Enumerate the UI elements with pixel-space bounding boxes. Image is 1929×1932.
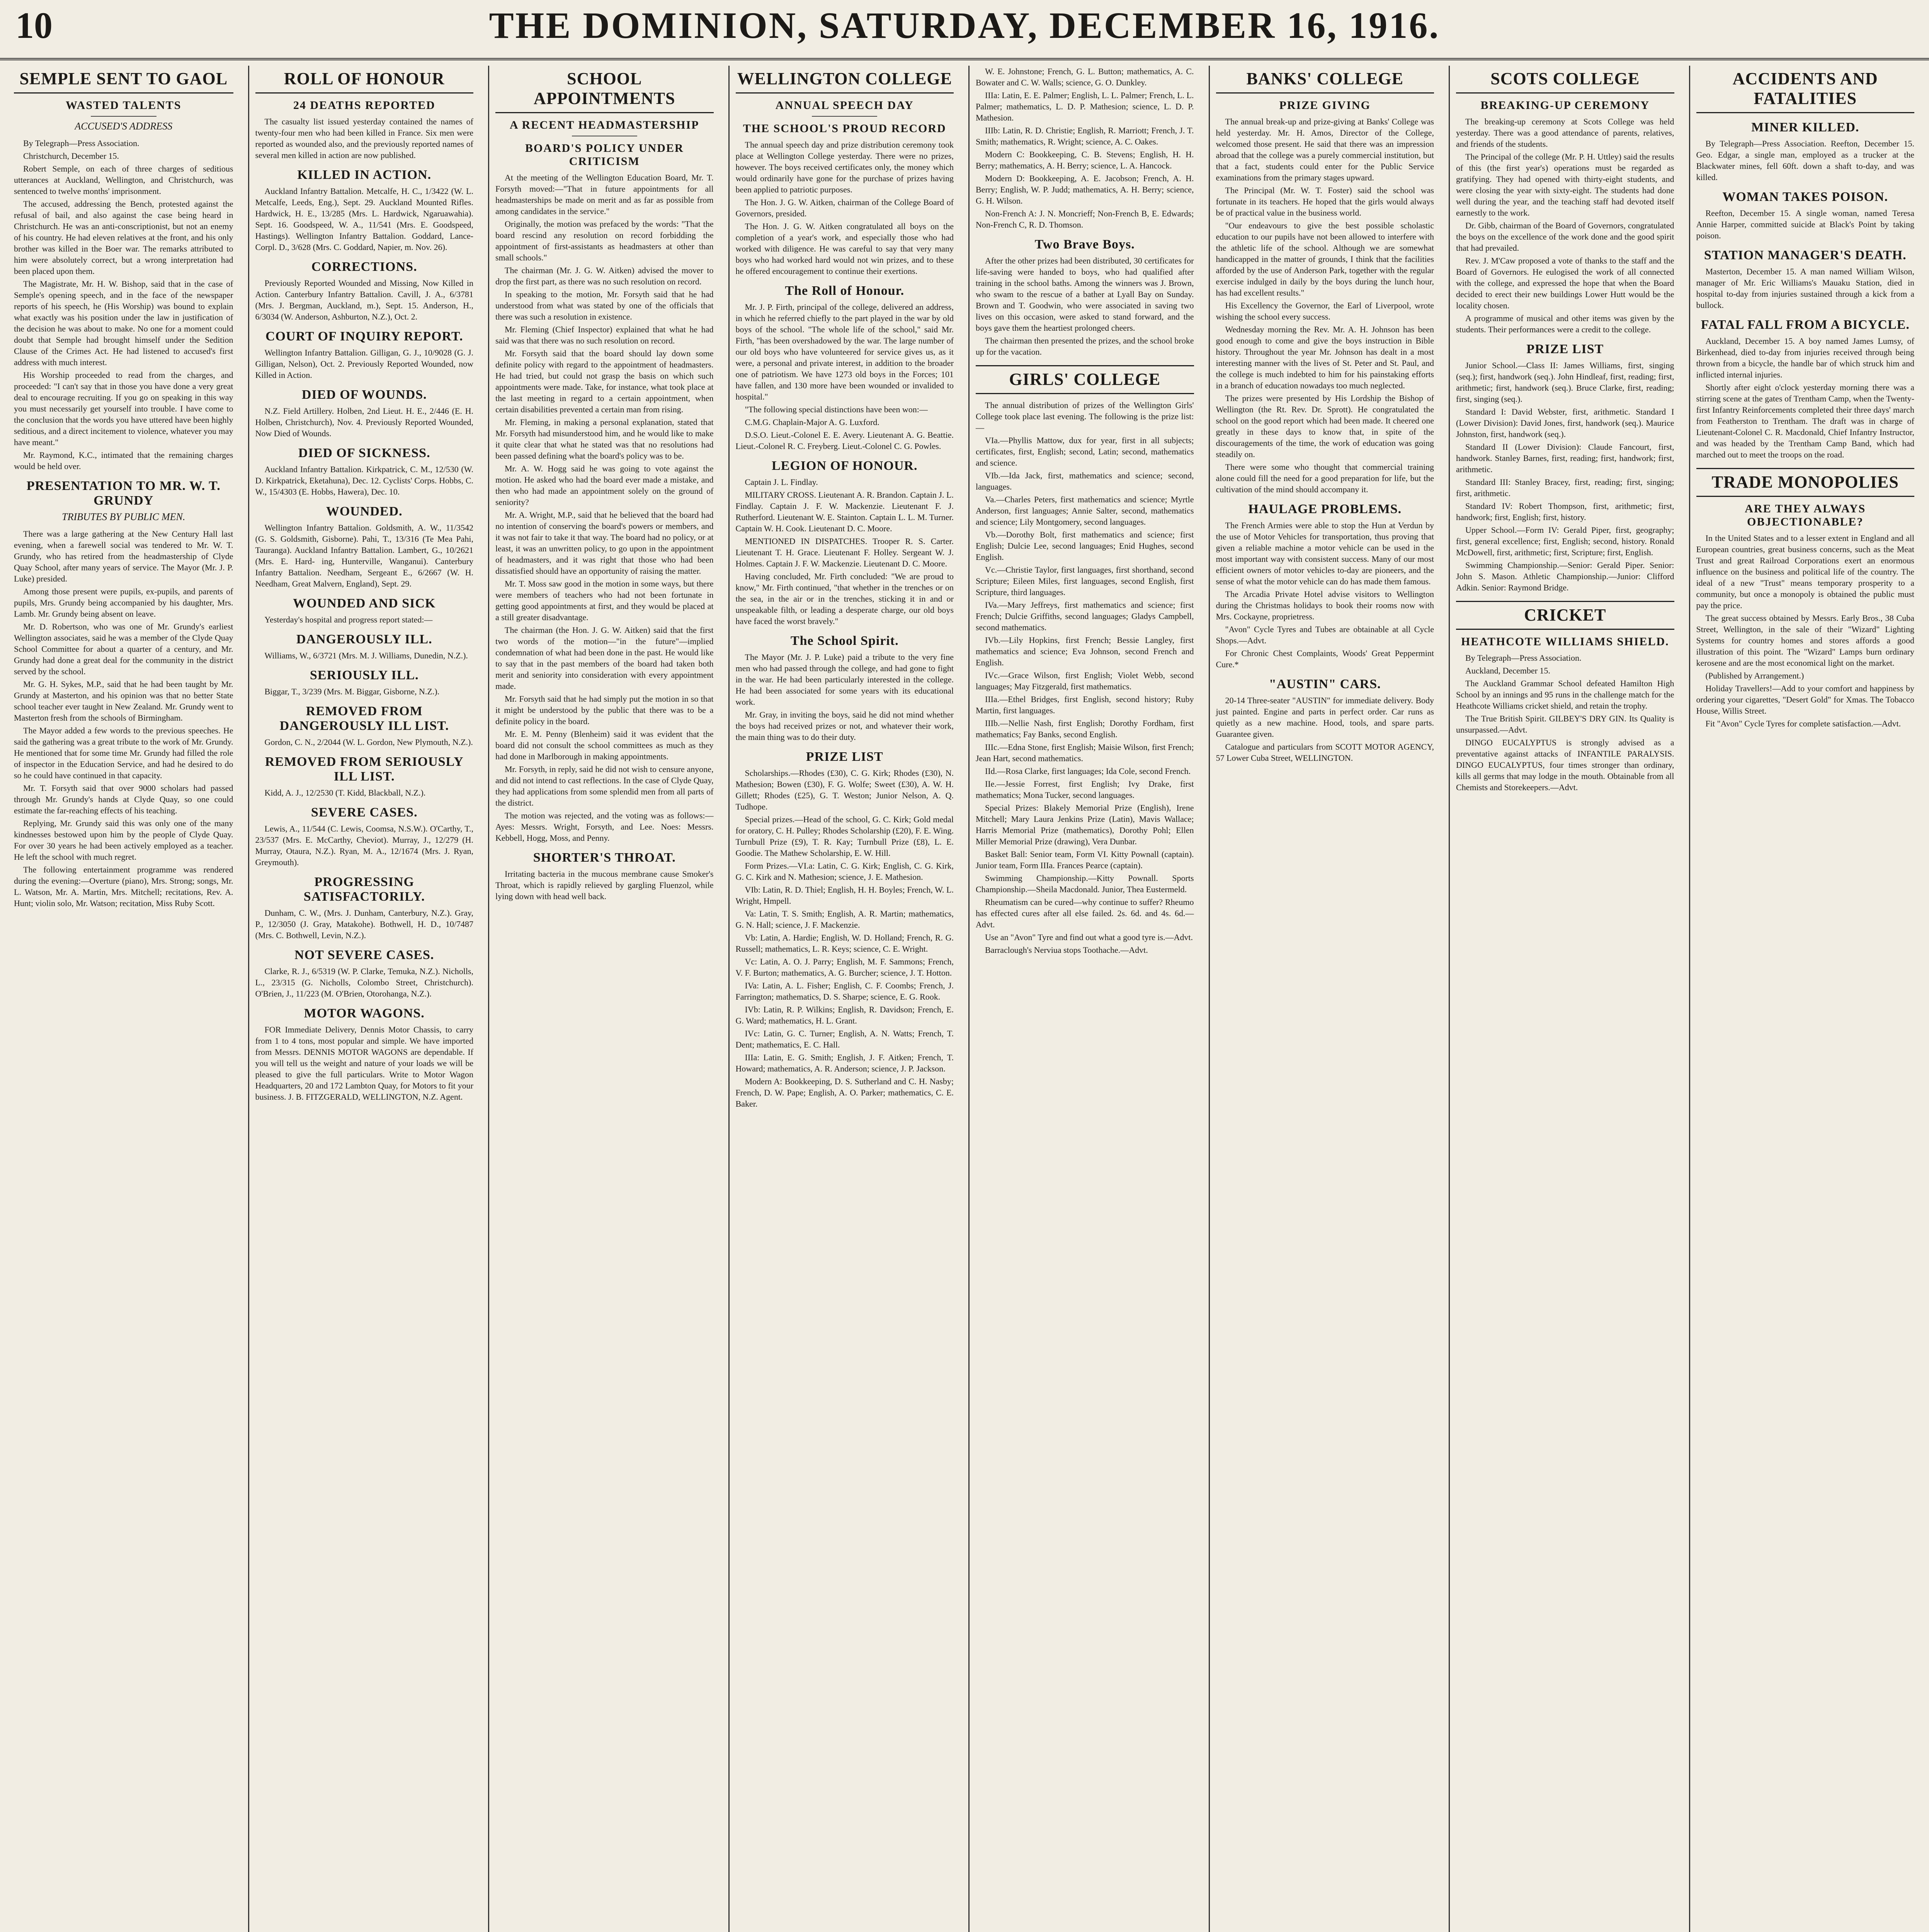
paragraph: The Principal (Mr. W. T. Foster) said the school was fortunate in its teachers. He hoped that the girls would always be of practical value in the business world.	[1216, 185, 1434, 218]
column-7-body	[1456, 116, 1674, 335]
column-1-subhead: WASTED TALENTS	[66, 99, 182, 112]
story-headline: The Roll of Honour.	[785, 284, 905, 298]
paragraph: MENTIONED IN DISPATCHES. Trooper R. S. Carter. Lieutenant T. H. Grace. Lieutenant F. Holley. Sergeant W. J. Holmes. Captain J. F. W. Mackenzie. Lieutenant D. C. Moore.	[735, 536, 954, 568]
paragraph: Rev. J. M'Caw proposed a vote of thanks to the staff and the Board of Governors. He eulogised the work of all connected with the college, and expressed the hope that when the Board decided to erect their new buildings Lower Hutt would be the locality chosen.	[1456, 256, 1674, 310]
paragraph: The great success obtained by Messrs. Early Bros., 38 Cuba Street, Wellington, in the sale of their "Wizard" Lighting Systems for country homes and stores affords a good illustration of this point. The "Wizard" Lamps burn ordinary kerosene and are the most economical light on the market.	[1696, 613, 1914, 668]
section-title: WOUNDED AND SICK	[293, 596, 436, 611]
story-headline: FATAL FALL FROM A BICYCLE.	[1701, 318, 1910, 332]
advert-headline: "AUSTIN" CARS.	[1269, 677, 1381, 691]
paragraph: The annual distribution of prizes of the Wellington Girls' College took place last evening. The following is the prize list:—	[976, 400, 1194, 432]
paragraph: IVc.—Grace Wilson, first English; Violet Webb, second languages; May Fitzgerald, first mathematics.	[976, 670, 1194, 691]
paragraph: DINGO EUCALYPTUS is strongly advised as a preventative against attacks of INFANTILE PARALYSIS. DINGO EUCALYPTUS, four times stronger than ordinary, kills all germs that may lodge in the mouth. Obtainable from all Chemists and Storekeepers.—Advt.	[1456, 738, 1674, 792]
paragraph: Mr. Forsyth, in reply, said he did not wish to censure anyone, and did not intend to cast reflections. In the case of Clyde Quay, they had applications from some splendid men from all parts of the district.	[495, 764, 714, 808]
paragraph: Standard I: David Webster, first, arithmetic. Standard I (Lower Division): David Jones, first, handwork (seq.). Maurice Johnston, first, handwork (seq.).	[1456, 407, 1674, 439]
paragraph: IIe.—Jessie Forrest, first English; Ivy Drake, first mathematics; Mona Tucker, second languages.	[976, 779, 1194, 800]
paragraph: Vc: Latin, A. O. J. Parry; English, M. F. Sammons; French, V. F. Burton; mathematics, A. G. Burcher; science, J. T. Hotton.	[735, 957, 954, 978]
paragraph: C.M.G. Chaplain-Major A. G. Luxford.	[745, 417, 879, 427]
column-2-headline: ROLL OF HONOUR	[255, 66, 474, 94]
paragraph: IIIa: Latin, E. E. Palmer; English, L. L. Palmer; French, L. L. Palmer; mathematics, L. D. P. Mathesion; science, L. D. P. Mathesion.	[976, 90, 1194, 122]
column-1-subhead-2: ACCUSED'S ADDRESS	[75, 121, 173, 132]
paragraph: Mr. Fleming, in making a personal explanation, stated that Mr. Forsyth had misunderstood him, and he would like to make it quite clear that what he stated was that no resolutions had been passed defining what the board's policy was to be.	[495, 417, 714, 461]
story-headline: STATION MANAGER'S DEATH.	[1704, 248, 1907, 262]
paragraph: Special Prizes: Blakely Memorial Prize (English), Irene Mitchell; Mary Laura Jenkins Prize (Latin), Mavis Wallace; Harris Memorial Prize (mathematics), Dorothy Pohl; Ellen Miller Memorial Prize (drawing), Vera Dunbar.	[976, 803, 1194, 846]
section-title: REMOVED FROM DANGEROUSLY ILL LIST.	[279, 704, 449, 733]
paragraph: IIIa: Latin, E. G. Smith; English, J. F. Aitken; French, T. Howard; mathematics, A. R. Anderson; science, J. P. Jackson.	[735, 1053, 954, 1073]
paragraph: Swimming Championship.—Senior: Gerald Piper. Senior: John S. Mason. Athletic Championship.—Junior: Clifford Adkin. Senior: Raymond Bridge.	[1456, 560, 1674, 592]
column-5	[968, 66, 1200, 1932]
paragraph: IIIb.—Nellie Nash, first English; Dorothy Fordham, first mathematics; Fay Banks, second English.	[976, 718, 1194, 739]
section-title: SERIOUSLY ILL.	[310, 668, 419, 682]
column-2	[248, 66, 480, 1932]
paragraph: "The following special distinctions have been won:—	[745, 405, 928, 414]
paragraph: Va: Latin, T. S. Smith; English, A. R. Martin; mathematics, G. N. Hall; science, J. F. Mackenzie.	[735, 909, 954, 930]
paragraph: The Arcadia Private Hotel advise visitors to Wellington during the Christmas holidays to book their rooms now with Mrs. Cockayne, proprietress.	[1216, 589, 1434, 621]
paragraph: The annual break-up and prize-giving at Banks' College was held yesterday. Mr. H. Amos, Director of the College, welcomed those present. He said that there was an impression abroad that the college was a purely commercial institution, but that a fact, students could enter for the Public Service examinations from the primary stages upward.	[1216, 117, 1434, 182]
story-headline: WOMAN TAKES POISON.	[1722, 190, 1888, 204]
paragraph: Auckland, December 15. A boy named James Lumsy, of Birkenhead, died to-day from injuries received through being thrown from a bicycle, the handle bar of which struck him and inflicted internal injuries.	[1696, 336, 1914, 379]
paragraph: Auckland, December 15.	[1465, 666, 1550, 675]
cricket-subhead: HEATHCOTE WILLIAMS SHIELD.	[1461, 635, 1669, 648]
paragraph: Junior School.—Class II: James Williams, first, singing (seq.); first, handwork (seq.). John Hindleaf, first, reading; first, arithmetic; first, handwork (seq.). Bruce Clarke, first, reading; first, singing (seq.).	[1456, 361, 1674, 404]
paragraph: Swimming Championship.—Kitty Pownall. Sports Championship.—Sheila Macdonald. Junior, Thea Eustermeld.	[976, 873, 1194, 894]
divider	[812, 116, 877, 117]
paragraph: Mr. Raymond, K.C., intimated that the remaining charges would be held over.	[14, 450, 233, 471]
section-text: Wellington Infantry Battalion. Goldsmith, A. W., 11/3542 (G. S. Goldsmith, Gisborne). Pahi, T., 13/316 (Te Mea Pahi, Tauranga). Auckland Infantry Battalion. Lambert, G., 10/2621 (Mrs. E. Hard- ing, Hunterville, Wanganui). Canterbury Infantry Battalion. Needham, Sergeant E., 6/2667 (W. H. Needham, Great Malvern, England), Sept. 29.	[255, 523, 473, 588]
paragraph: The prizes were presented by His Lordship the Bishop of Wellington (the Rt. Rev. Dr. Sprott). He congratulated the school on the good report which had been made. It cheered one greatly in these days to know that, in spite of the discouragements of the time, the work of education was going steadily on.	[1216, 393, 1434, 459]
paragraph: Mr. J. P. Firth, principal of the college, delivered an address, in which he referred chiefly to the part played in the war by old boys of the school. "The whole life of the school," said Mr. Firth, "has been overshadowed by the war. The large number of our old boys who have volunteered for service gives us, as it were, a personal and private interest, in addition to the broader one of patriotism. We have 1273 old boys in the Forces; 101 have fallen, and 130 more have been wounded or invalided to hospital."	[735, 302, 954, 401]
paragraph: VIb: Latin, R. D. Thiel; English, H. H. Boyles; French, W. L. Wright, Hmpell.	[735, 885, 954, 906]
section-text: Auckland Infantry Battalion. Metcalfe, H. C., 1/3422 (W. L. Metcalfe, Leeds, Eng.), Sept. 29. Auckland Mounted Rifles. Hardwick, H. E., 13/285 (Mrs. L. Hardwick, Ngaruawahia). Sept. 16. Goodspeed, W. A., 11/541 (Mrs. E. Goodspeed, Hastings). Wellington Infantry Battalion. Goddard, Lance-Corpl. D., 3/628 (Mrs. C. Goddard, Napier, m. Nov. 26).	[255, 186, 473, 252]
casualty-sections	[255, 168, 474, 1102]
paragraph: The accused, addressing the Bench, protested against the refusal of bail, and also against the case being heard in Christchurch. He was an anti-conscriptionist, but not an enemy of his country. He had eleven relatives at the front, and his only brother was killed in the Boer war. The remarks attributed to him were absolutely correct, but a wrong interpretation had been placed upon them.	[14, 199, 233, 276]
story-headline: Two Brave Boys.	[1034, 237, 1135, 252]
section-title: KILLED IN ACTION.	[297, 168, 432, 182]
section-title: COURT OF INQUIRY REPORT.	[265, 329, 463, 344]
paragraph: By Telegraph—Press Association.	[1465, 653, 1582, 663]
paragraph: In speaking to the motion, Mr. Forsyth said that he had understood from what was stated by one of the officials that there was such a resolution in existence.	[495, 289, 714, 321]
paragraph: Robert Semple, on each of three charges of seditious utterances at Auckland, Wellington, and Christchurch, was sentenced to twelve months' imprisonment.	[14, 164, 233, 196]
paragraph: IId.—Rosa Clarke, first languages; Ida Cole, second French.	[985, 766, 1191, 776]
paragraph: Mr. T. Forsyth said that over 9000 scholars had passed through Mr. Grundy's hands at Clyde Quay, so one could estimate the far-reaching effects of his teaching.	[14, 783, 233, 815]
paragraph: Mr. Forsyth said that the board should lay down some definite policy with regard to the appointment of headmasters. He had tried, but could not grasp the basis on which such appointments were made. Take, for instance, what took place at the last meeting in regard to a certain appointment, when certain disabilities prevented a certain man from rising.	[495, 349, 714, 414]
paragraph: Modern A: Bookkeeping, D. S. Sutherland and C. H. Nasby; French, D. W. Pape; English, A. O. Parker; mathematics, C. E. Baker.	[735, 1077, 954, 1109]
paragraph: IIIa.—Ethel Bridges, first English, second history; Ruby Martin, first languages.	[976, 694, 1194, 715]
paragraph: Mr. T. Moss saw good in the motion in some ways, but there were members of teachers who had not been fortunate in getting good appointments at first, and they would be placed at a still greater disadvantage.	[495, 579, 714, 622]
column-2-subhead: 24 DEATHS REPORTED	[293, 99, 435, 112]
section-text: Clarke, R. J., 6/5319 (W. P. Clarke, Temuka, N.Z.). Nicholls, L., 23/315 (G. Nicholls, Colombo Street, Christchurch). O'Brien, J., 11/223 (M. O'Brien, Otorohanga, N.Z.).	[255, 966, 473, 998]
column-1	[8, 66, 240, 1932]
column-8-headline: ACCIDENTS AND FATALITIES	[1696, 66, 1915, 113]
column-4	[728, 66, 960, 1932]
paragraph: Upper School.—Form IV: Gerald Piper, first, geography; first, general excellence; first, English; second, history. Ronald McDowell, first, arithmetic; first, Scripture; first, English.	[1456, 525, 1674, 557]
paragraph: Holiday Travellers!—Add to your comfort and happiness by ordering your cigarettes, "Desert Gold" for Xmas. The Tobacco House, Willis Street.	[1696, 684, 1914, 716]
paragraph: The Magistrate, Mr. H. W. Bishop, said that in the case of Semple's opening speech, and in the face of the newspaper reports of his speech, he (His Worship) was bound to explain what exactly was his position under the law in justification of the decision he was about to make. No one for a moment could doubt that Semple had brought himself under the Sedition Clause of the Crimes Act. He had listened to accused's first address with much interest.	[14, 279, 233, 367]
paragraph: Mr. Forsyth said that he had simply put the motion in so that it might be understood by the public that there was to be a definite policy in the board.	[495, 694, 714, 726]
paragraph: There was a large gathering at the New Century Hall last evening, when a farewell social was tendered to Mr. W. T. Grundy, who has retired from the headmastership of Clyde Quay School, after many years of service. The Mayor (Mr. J. P. Luke) presided.	[14, 529, 233, 583]
paragraph: The chairman then presented the prizes, and the school broke up for the vacation.	[976, 336, 1194, 357]
masthead	[0, 0, 1929, 60]
column-3	[488, 66, 720, 1932]
section-text: Kidd, A. J., 12/2530 (T. Kidd, Blackball, N.Z.).	[264, 788, 426, 798]
paragraph: The chairman (the Hon. J. G. W. Aitken) said that the first two words of the motion—"in the future"—implied condemnation of what had been done in the past. He would like to say that in the past members of the board had taken both merit and seniority into consideration with every appointment made.	[495, 625, 714, 691]
section-text: Previously Reported Wounded and Missing, Now Killed in Action. Canterbury Infantry Battalion. Cavill, J. A., 6/3781 (Mrs. J. Bergman, Auckland, m.), Sept. 15. Anderson, H., 6/3034 (W. Anderson, Ashburton, N.Z.), Oct. 2.	[255, 278, 473, 321]
paragraph: For Chronic Chest Complaints, Woods' Great Peppermint Cure.*	[1216, 648, 1434, 669]
paragraph: Reefton, December 15. A single woman, named Teresa Annie Harper, committed suicide at Black's Point by taking poison.	[1696, 208, 1914, 240]
section-text: Lewis, A., 11/544 (C. Lewis, Coomsa, N.S.W.). O'Carthy, T., 23/537 (Mrs. E. McCarthy, Cheviot). Murray, J., 12/279 (H. Murray, Otaura, N.Z.). Ryan, M. A., 12/1674 (Mrs. J. Ryan, Greymouth).	[255, 824, 473, 867]
paragraph: Standard II (Lower Division): Claude Fancourt, first, handwork. Stanley Barnes, first, reading; first, handwork; first, arithmetic.	[1456, 442, 1674, 474]
section-title: WOUNDED.	[326, 504, 403, 519]
section-text: Gordon, C. N., 2/2044 (W. L. Gordon, New Plymouth, N.Z.).	[264, 737, 473, 747]
section-text: Williams, W., 6/3721 (Mrs. M. J. Williams, Dunedin, N.Z.).	[264, 651, 468, 660]
paragraph: There were some who thought that commercial training alone could fill the need for a good preparation for life, but the cultivation of the mind should accompany it.	[1216, 462, 1434, 494]
paragraph: VIa.—Phyllis Mattow, dux for year, first in all subjects; certificates, first, English; second, Latin; second, mathematics and science.	[976, 435, 1194, 468]
paragraph: Modern D: Bookkeeping, A. E. Jacobson; French, A. H. Berry; English, W. P. Judd; mathematics, A. H. Berry; science, G. H. Wilson.	[976, 173, 1194, 206]
section-text: N.Z. Field Artillery. Holben, 2nd Lieut. H. E., 2/446 (E. H. Holben, Christchurch), Nov. 4. Previously Reported Wounded, Now Died of Wounds.	[255, 406, 473, 438]
paragraph: Catalogue and particulars from SCOTT MOTOR AGENCY, 57 Lower Cuba Street, WELLINGTON.	[1216, 742, 1434, 763]
story-headline: HAULAGE PROBLEMS.	[1248, 502, 1402, 516]
paragraph: Mr. Fleming (Chief Inspector) explained that what he had said was that there was no such resolution on record.	[495, 325, 714, 345]
paragraph: Mr. A. W. Hogg said he was going to vote against the motion. He asked who had the board ever made a mistake, and then who had made an appointment solely on the ground of seniority?	[495, 464, 714, 507]
column-3-subhead-2: BOARD'S POLICY UNDER CRITICISM	[525, 142, 684, 168]
paragraph: A programme of musical and other items was given by the students. Their performances were a credit to the college.	[1456, 313, 1674, 334]
paragraph: IVa.—Mary Jeffreys, first mathematics and science; first French; Dulcie Griffiths, second languages; Gladys Campbell, second mathematics.	[976, 600, 1194, 632]
paragraph: Vb.—Dorothy Bolt, first mathematics and science; first English; Dulcie Lee, second languages; Enid Hughes, second English.	[976, 530, 1194, 562]
column-6-headline: BANKS' COLLEGE	[1216, 66, 1434, 94]
paragraph: The following entertainment programme was rendered during the evening:—Overture (piano), Mrs. Strong; songs, Mr. L. Watson, Mr. A. Martin, Mrs. Mitchell; recitations, Rev. A. Hunt; violin solo, Mr. Watson; recitation, Miss Ruby Scott.	[14, 865, 233, 908]
paragraph: Non-French A: J. N. Moncrieff; Non-French B, E. Edwards; Non-French C, R. D. Thomson.	[976, 209, 1194, 230]
paragraph: The breaking-up ceremony at Scots College was held yesterday. There was a good attendance of parents, relatives, and friends of the students.	[1456, 117, 1674, 149]
column-6-subhead: PRIZE GIVING	[1279, 99, 1371, 112]
paragraph: Vb: Latin, A. Hardie; English, W. D. Holland; French, R. G. Russell; mathematics, L. R. Keys; science, C. E. Wright.	[735, 933, 954, 954]
section-title: PROGRESSING SATISFACTORILY.	[303, 875, 425, 904]
story-headline: PRIZE LIST	[806, 750, 883, 764]
paragraph: Special prizes.—Head of the school, G. C. Kirk; Gold medal for oratory, C. H. Pulley; Rhodes Scholarship (£20), F. E. Wing. Turnbull Prize (£9), T. R. Kay; Turnbull Prize (£8), L. E. Goodie. The Mathew Scholarship, E. W. Hill.	[735, 815, 954, 858]
column-4-subhead-2: THE SCHOOL'S PROUD RECORD	[743, 122, 946, 135]
story-subhead: TRIBUTES BY PUBLIC MEN.	[62, 511, 185, 522]
paragraph: The Mayor (Mr. J. P. Luke) paid a tribute to the very fine men who had passed through the college, and had gone to fight in the war. He had been particularly interested in the college. He had been associated for some years with its educational work.	[735, 652, 954, 707]
paragraph: W. E. Johnstone; French, G. L. Button; mathematics, A. C. Bowater and C. W. Walls; science, G. O. Dunkley.	[976, 66, 1194, 87]
column-5-body	[976, 66, 1194, 230]
story-headline: SHORTER'S THROAT.	[533, 850, 676, 865]
section-title: SEVERE CASES.	[311, 805, 418, 820]
column-3-body	[495, 172, 714, 844]
section-title: DIED OF WOUNDS.	[301, 388, 427, 402]
column-2-body	[255, 116, 474, 161]
paragraph: IIIb: Latin, R. D. Christie; English, R. Marriott; French, J. T. Smith; mathematics, R. Wright; science, A. C. Oakes.	[976, 126, 1194, 146]
column-4-headline: WELLINGTON COLLEGE	[736, 66, 954, 94]
section-text: Biggar, T., 3/239 (Mrs. M. Biggar, Gisborne, N.Z.).	[264, 687, 440, 696]
newspaper-columns	[8, 66, 1920, 1932]
paragraph: Barraclough's Nerviua stops Toothache.—Advt.	[985, 945, 1148, 955]
paragraph: IVa: Latin, A. L. Fisher; English, C. F. Coombs; French, J. Farrington; mathematics, D. S. Sharpe; science, E. G. Rook.	[735, 981, 954, 1002]
column-7-subhead: BREAKING-UP CEREMONY	[1480, 99, 1650, 112]
paragraph: Replying, Mr. Grundy said this was only one of the many kindnesses bestowed upon him by the people of Clyde Quay. For over 30 years he had been actively employed as a teacher. He left the school with much regret.	[14, 818, 233, 862]
column-3-headline: SCHOOL APPOINTMENTS	[495, 66, 714, 113]
paragraph: The Hon. J. G. W. Aitken congratulated all boys on the completion of a year's work, and especially those who had worked with diligence. He was careful to say that very many boys who had worked hard would not win prizes, and to these he offered encouragement to continue their exertions.	[735, 221, 954, 276]
paragraph: Standard IV: Robert Thompson, first, arithmetic; first, handwork; first, English; first, history.	[1456, 501, 1674, 522]
paragraph: Mr. D. Robertson, who was one of Mr. Grundy's earliest Wellington associates, said he was a member of the Clyde Quay School Committee for about a quarter of a century, and Mr. Grundy had done a great deal for the community in the district served by the school.	[14, 622, 233, 676]
section-title: REMOVED FROM SERIOUSLY ILL LIST.	[265, 755, 464, 784]
story-headline: LEGION OF HONOUR.	[772, 459, 918, 473]
paragraph: Shortly after eight o'clock yesterday morning there was a stirring scene at the gates of Trentham Camp, when the Twenty-first Infantry Reinforcements completed their three days' march from Featherston to Trentham. The draft was in charge of Lieutenant-Colonel C. R. Macdonald, Chief Infantry Instructor, and was headed by the Trentham Camp Band, which had marched out to meet the troops on the road.	[1696, 383, 1914, 459]
story-headline: MINER KILLED.	[1751, 120, 1859, 134]
paragraph: Christchurch, December 15.	[23, 151, 119, 161]
column-1-body-2	[14, 528, 233, 909]
story-headline: The School Spirit.	[790, 634, 899, 648]
paragraph: Vc.—Christie Taylor, first languages, first shorthand, second Scripture; Eileen Miles, first languages, second English, first Scripture, third languages.	[976, 565, 1194, 597]
column-1-body	[14, 138, 233, 472]
column-6	[1209, 66, 1441, 1932]
paragraph: By Telegraph—Press Association.	[23, 138, 139, 148]
story-headline: PRIZE LIST	[1526, 342, 1604, 356]
section-text: Wellington Infantry Battalion. Gilligan, G. J., 10/9028 (G. J. Gilligan, Nelson), Oct. 2. Previously Reported Wounded, now Killed in Action.	[255, 348, 473, 380]
section-title: CORRECTIONS.	[311, 260, 417, 274]
paragraph: Use an "Avon" Tyre and find out what a good tyre is.—Advt.	[985, 932, 1193, 942]
paragraph: Standard III: Stanley Bracey, first, reading; first, singing; first, arithmetic.	[1456, 477, 1674, 498]
paragraph: His Worship proceeded to read from the charges, and proceeded: "I can't say that in those you have done a very great deal to encourage recruiting. If you go on speaking in this way you must necessarily get yourself into trouble. I have come to the conclusion that the words you have uttered have been highly seditious, and a direct incitement to violence, whatever you may have meant."	[14, 370, 233, 447]
paragraph: The motion was rejected, and the voting was as follows:—Ayes: Messrs. Wright, Forsyth, and Lee. Noes: Messrs. Kebbell, Hogg, Moss, and Penny.	[495, 811, 714, 843]
section-text: Yesterday's hospital and progress report stated:—	[264, 615, 433, 624]
paragraph: Mr. E. M. Penny (Blenheim) said it was evident that the board did not consult the school committees as much as they had done in Marlborough in making appointments.	[495, 729, 714, 761]
paragraph: IVc: Latin, G. C. Turner; English, A. N. Watts; French, T. Dent; mathematics, E. C. Hall.	[735, 1029, 954, 1049]
paragraph: Basket Ball: Senior team, Form VI. Kitty Pownall (captain). Junior team, Form IIIa. Frances Pearce (captain).	[976, 849, 1194, 870]
story-headline: PRESENTATION TO MR. W. T. GRUNDY	[26, 479, 221, 508]
paragraph: MILITARY CROSS. Lieutenant A. R. Brandon. Captain J. L. Findlay. Captain J. F. W. Mackenzie. Lieutenant F. J. Rutherford. Lieutenant W. E. Stainton. Captain L. L. M. Turner. Captain W. H. Cook. Lieutenant D. C. Moore.	[735, 490, 954, 533]
paragraph: Irritating bacteria in the mucous membrane cause Smoker's Throat, which is rapidly relieved by gargling Fluenzol, while lying down with head well back.	[495, 869, 714, 901]
paragraph: 20-14 Three-seater "AUSTIN" for immediate delivery. Body just painted. Engine and parts in perfect order. Car runs as quietly as a new machine. Hood, tools, and spare parts. Guarantee given.	[1216, 696, 1434, 739]
column-7	[1449, 66, 1681, 1932]
section-text: Auckland Infantry Battalion. Kirkpatrick, C. M., 12/530 (W. D. Kirkpatrick, Eketahuna), Dec. 12. Cyclists' Corps. Hobbs, C. W., 15/4303 (E. Hobbs, Hawera), Dec. 10.	[255, 464, 473, 497]
column-3-subhead: A RECENT HEADMASTERSHIP	[509, 119, 699, 131]
cricket-headline: CRICKET	[1456, 601, 1674, 630]
paragraph: Rheumatism can be cured—why continue to suffer? Rheumo has effected cures after all else failed. 2s. 6d. and 4s. 6d.—Advt.	[976, 897, 1194, 929]
column-4-body	[736, 139, 954, 277]
paragraph: Scholarships.—Rhodes (£30), C. G. Kirk; Rhodes (£30), N. Mathesion; Bowen (£30), F. G. Wolfe; Sweet (£30), A. W. H. Gillett; Rhodes (£25), G. T. Weston; Junior Nelson, A. Q. Tudhope.	[735, 768, 954, 811]
paragraph: The casualty list issued yesterday contained the names of twenty-four men who had been killed in France. Six men were reported as wounded also, and the previously reported names of several men killed in action are now published.	[255, 117, 473, 160]
paragraph: IIIc.—Edna Stone, first English; Maisie Wilson, first French; Jean Hart, second mathematics.	[976, 742, 1194, 763]
paragraph: Mr. G. H. Sykes, M.P., said that he had been taught by Mr. Grundy at Masterton, and his opinion was that no better State school teacher ever taught in New Zealand. Mr. Grundy went to Masterton fresh from the schools of Birmingham.	[14, 679, 233, 723]
divider	[91, 116, 156, 117]
paragraph: Mr. A. Wright, M.P., said that he believed that the board had no intention of conserving the board's powers or members, and it was not fair to take it that way. The board had no policy, or at least, it was an unwritten policy, to go upon in the appointment of headmasters, and it was right that those who had been dissatisfied should have an opportunity of raising the matter.	[495, 510, 714, 576]
paragraph: Fit "Avon" Cycle Tyres for complete satisfaction.—Advt.	[1705, 719, 1901, 728]
column-7-headline: SCOTS COLLEGE	[1456, 66, 1674, 94]
section-text: FOR Immediate Delivery, Dennis Motor Chassis, to carry from 1 to 4 tons, most popular and simple. We have imported from Messrs. DENNIS MOTOR WAGONS are dependable. If you will tell us the weight and nature of your loads we will be pleased to give the full particulars. Write to Motor Wagon Headquarters, 20 and 172 Lambton Quay, for Motors to fit your business. J. B. FITZGERALD, WELLINGTON, N.Z. Agent.	[255, 1025, 473, 1102]
page-number: 10	[15, 5, 53, 46]
paragraph: The annual speech day and prize distribution ceremony took place at Wellington College yesterday. There were no prizes, however. The boys received certificates only, the money which would ordinarily have gone for the purchase of prizes having been applied to patriotic purposes.	[735, 140, 954, 194]
section-title: MOTOR WAGONS.	[304, 1006, 425, 1020]
paragraph: After the other prizes had been distributed, 30 certificates for life-saving were handed to boys, who had qualified after training in the school baths. Among the winners was J. Brown, who swam to the rescue of a bather at Lyall Bay on Sunday. Brown and T. Goodwin, who were associated in saving two lives on this occasion, were asked to stand forward, and the boys gave them the heartiest prolonged cheers.	[976, 256, 1194, 333]
column-6-body	[1216, 116, 1434, 495]
column-4-subhead: ANNUAL SPEECH DAY	[775, 99, 914, 112]
paragraph: Originally, the motion was prefaced by the words: "That the board rescind any resolution on record forbidding the appointment of first-assistants as headmasters at other than small schools."	[495, 219, 714, 262]
paragraph: Va.—Charles Peters, first mathematics and science; Myrtle Anderson, first languages; Annie Salter, second, mathematics and science; Lily Montgomery, second languages.	[976, 495, 1194, 527]
paragraph: Modern C: Bookkeeping, C. B. Stevens; English, H. H. Berry; mathematics, A. H. Berry; science, L. A. Hancock.	[976, 150, 1194, 170]
paragraph: His Excellency the Governor, the Earl of Liverpool, wrote wishing the school every success.	[1216, 301, 1434, 321]
paragraph: (Published by Arrangement.)	[1705, 671, 1804, 680]
section-text: Dunham, C. W., (Mrs. J. Dunham, Canterbury, N.Z.). Gray, P., 12/3050 (J. Gray, Matakohe). Bothwell, H. D., 10/7487 (Mrs. C. Bothwell, Levin, N.Z.).	[255, 908, 473, 940]
paragraph: Captain J. L. Findlay.	[745, 477, 818, 487]
paragraph: The True British Spirit. GILBEY'S DRY GIN. Its Quality is unsurpassed.—Advt.	[1456, 714, 1674, 735]
paragraph: The chairman (Mr. J. G. W. Aitken) advised the mover to drop the first part, as there was no such resolution on record.	[495, 265, 714, 286]
paragraph: Form Prizes.—VI.a: Latin, C. G. Kirk; English, C. G. Kirk, G. C. Kirk and N. Mathesion; science, J. E. Mathesion.	[735, 861, 954, 882]
girls-college-headline: GIRLS' COLLEGE	[976, 365, 1194, 394]
paragraph: "Avon" Cycle Tyres and Tubes are obtainable at all Cycle Shops.—Advt.	[1216, 624, 1434, 645]
paragraph: The Mayor added a few words to the previous speeches. He said the gathering was a great tribute to the work of Mr. Grundy. He mentioned that for some time Mr. Grundy had filled the role of inspector in the Education Service, and had he desired to do so he could have continued in that capacity.	[14, 726, 233, 780]
trade-monopolies-subhead: ARE THEY ALWAYS OBJECTIONABLE?	[1745, 502, 1866, 528]
paragraph: D.S.O. Lieut.-Colonel E. E. Avery. Lieutenant A. G. Beattie. Lieut.-Colonel R. C. Freyberg. Lieut.-Colonel C. G. Powles.	[735, 430, 954, 451]
column-1-headline: SEMPLE SENT TO GAOL	[14, 66, 233, 94]
section-title: DANGEROUSLY ILL.	[296, 632, 432, 646]
paragraph: Among those present were pupils, ex-pupils, and parents of pupils, Mrs. Grundy being accompanied by his daughter, Mrs. Lamb. Mr. Grundy being absent on leave.	[14, 587, 233, 619]
trade-monopolies-headline: TRADE MONOPOLIES	[1696, 468, 1915, 497]
paragraph: VIb.—Ida Jack, first, mathematics and science; second, languages.	[976, 471, 1194, 492]
paragraph: Dr. Gibb, chairman of the Board of Governors, congratulated the boys on the excellence of the work done and the good spirit that had prevailed.	[1456, 221, 1674, 253]
paragraph: "Our endeavours to give the best possible scholastic education to our pupils have not been allowed to interfere with the athletic life of the school. Although we are somewhat handicapped in the matter of grounds, I think that the facilities afforded by the use of Anderson Park, together with the regular exercise indulged in daily by the boys during the lunch hour, has had excellent results."	[1216, 221, 1434, 298]
masthead-title: THE DOMINION, SATURDAY, DECEMBER 16, 1916.	[489, 5, 1440, 46]
paragraph: Mr. Gray, in inviting the boys, said he did not mind whether the boys had received prizes or not, and whatever their work, the main thing was to do their duty.	[735, 710, 954, 742]
paragraph: Wednesday morning the Rev. Mr. A. H. Johnson has been good enough to come and give the boys instruction in Bible history. Throughout the year Mr. Johnson has dealt in a most interesting manner with the lives of St. Peter and St. Paul, and the college is much indebted to him for his painstaking efforts in a branch of education nowadays too much neglected.	[1216, 325, 1434, 390]
paragraph: The Hon. J. G. W. Aitken, chairman of the College Board of Governors, presided.	[735, 197, 954, 218]
paragraph: At the meeting of the Wellington Education Board, Mr. T. Forsyth moved:—"That in future appointments for all headmasterships be made on merit and as far as possible from among candidates in the service."	[495, 173, 714, 216]
paragraph: By Telegraph—Press Association. Reefton, December 15. Geo. Edgar, a single man, employed as a trucker at the Blackwater mines, fell 60ft. down a shaft to-day, and was killed.	[1696, 139, 1914, 182]
paragraph: The Auckland Grammar School defeated Hamilton High School by an innings and 95 runs in the challenge match for the Heathcote Williams cricket shield, and retain the trophy.	[1456, 679, 1674, 711]
column-8	[1689, 66, 1921, 1932]
section-title: NOT SEVERE CASES.	[294, 948, 434, 962]
paragraph: In the United States and to a lesser extent in England and all European countries, great business concerns, such as the Meat Trust and great Railroad Corporations exert an enormous influence on the business and political life of the country. The ideal of a new "Trust" means temporary prosperity to a community, but once a monopoly is obtained the public must pay the price.	[1696, 533, 1914, 610]
paragraph: Having concluded, Mr. Firth concluded: "We are proud to know," Mr. Firth continued, "that whether in the trenches or on the sea, in the air or in the trenches, sticking it in and or unspeakable filth, or leading a desperate charge, our old boys have faced the worst bravely."	[735, 571, 954, 626]
paragraph: IVb.—Lily Hopkins, first French; Bessie Langley, first mathematics and science; Eva Johnson, second French and English.	[976, 635, 1194, 667]
paragraph: The French Armies were able to stop the Hun at Verdun by the use of Motor Vehicles for transportation, thus proving that given a reliable machine a motor vehicle can be used in the most important way with consistent success. Many of our most efficient owners of motor vehicles to-day are pioneers, and the sense of what the motor vehicle can do has made them famous.	[1216, 520, 1434, 586]
paragraph: IVb: Latin, R. P. Wilkins; English, R. Davidson; French, E. G. Ward; mathematics, H. L. Grant.	[735, 1005, 954, 1026]
paragraph: Masterton, December 15. A man named William Wilson, manager of Mr. Eric Williams's Mauaku Station, died in hospital to-day from injuries sustained through a kick from a bullock.	[1696, 267, 1914, 310]
section-title: DIED OF SICKNESS.	[298, 446, 430, 460]
paragraph: The Principal of the college (Mr. P. H. Uttley) said the results of this (the first year's) operations must be regarded as gratifying. They had opened with thirty-eight students, and were closing the year with sixty-eight. The students had done well during the year, and the teaching staff had devoted itself earnestly to the work.	[1456, 152, 1674, 218]
